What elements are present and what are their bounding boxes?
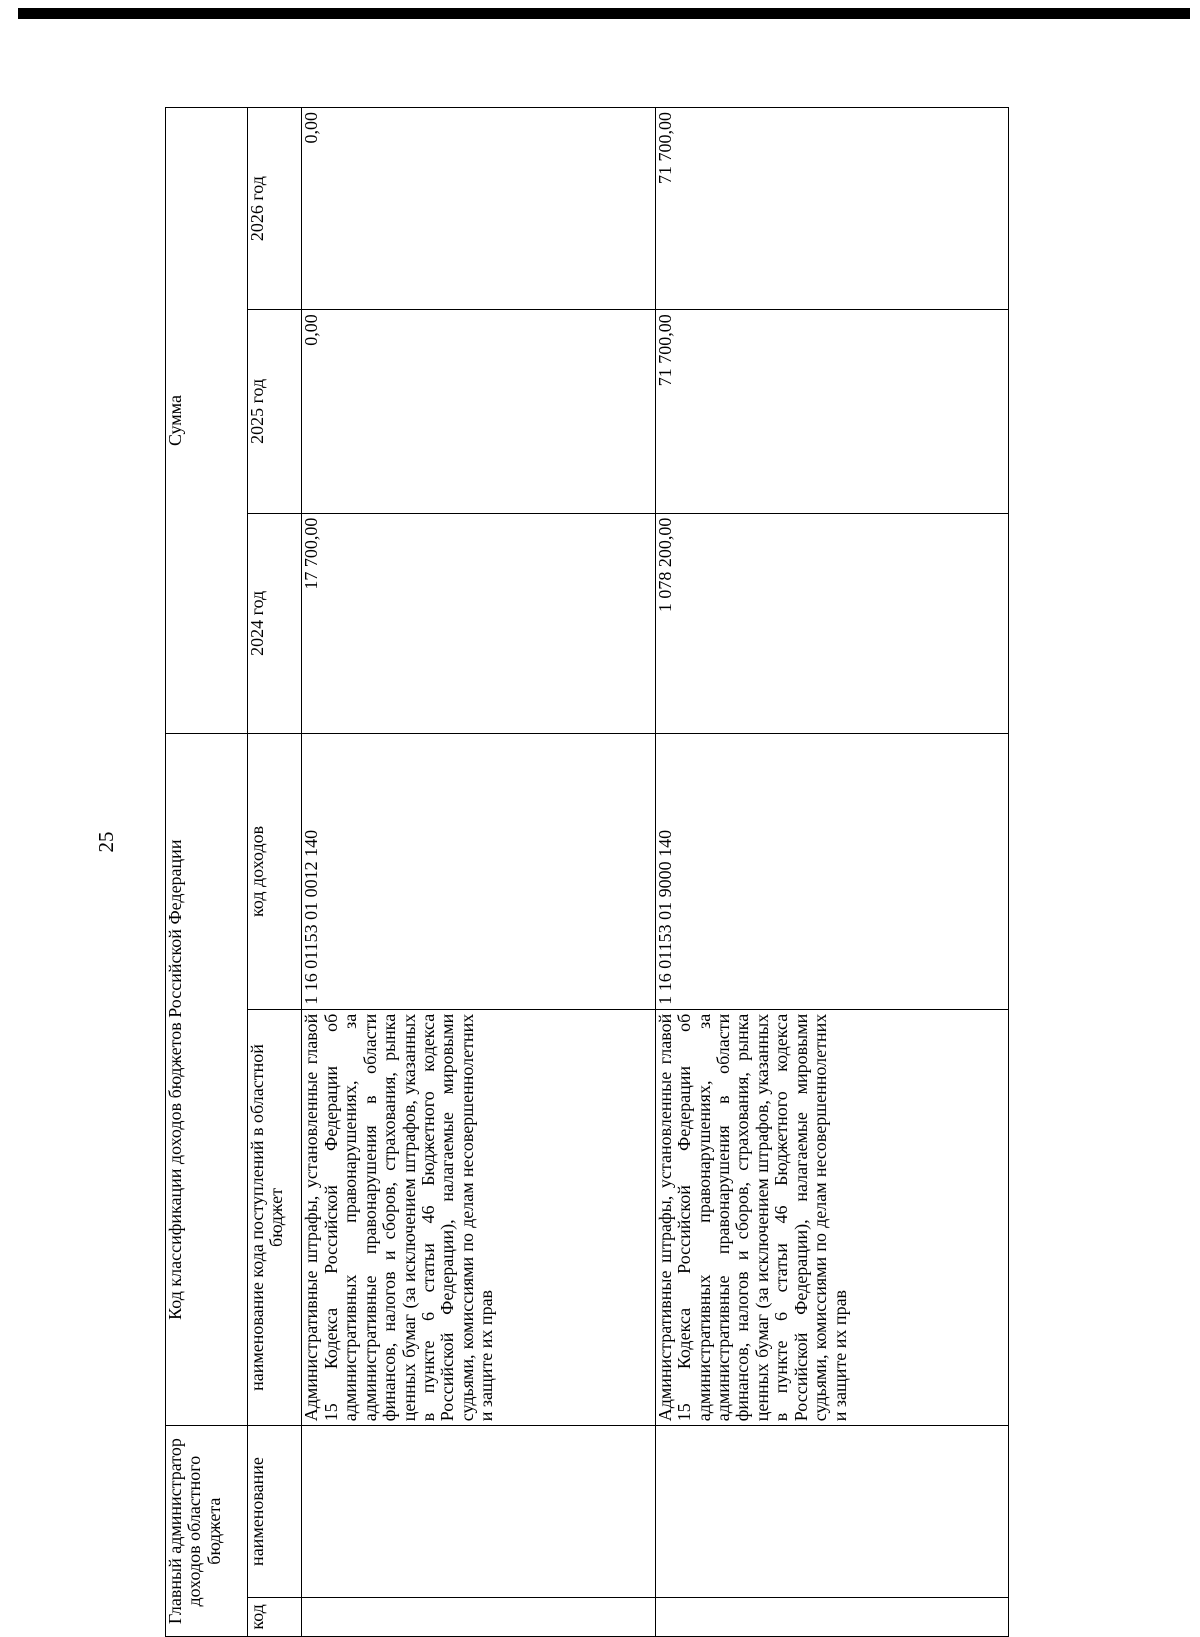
cell-income-name: Административные штрафы, установленные главой 15 Кодекса Российской Федерации об административных правонарушениях, за административные правонарушения в области финансов, налогов и сборов, страхования, рынка ценных бумаг (за исключением штрафов, указанных в пункте 6 статьи 46 Бюджетного кодекса Российской Федерации), налагаемые мировыми судьями, комиссиями по делам несовершеннолетних и защите их прав bbox=[655, 1009, 1008, 1426]
header-income-name: наименование кода поступлений в областной бюджет bbox=[247, 1009, 302, 1426]
cell-income-code: 1 16 01153 01 0012 140 bbox=[302, 734, 655, 1010]
header-naimenovanie: наименование bbox=[247, 1426, 302, 1598]
cell-amount-2024: 17 700,00 bbox=[302, 513, 655, 734]
header-classification-group: Код классификации доходов бюджетов Российской Федерации bbox=[166, 734, 248, 1426]
cell-amount-2024: 1 078 200,00 bbox=[655, 513, 1008, 734]
header-2026: 2026 год bbox=[247, 108, 302, 310]
cell-amount-2025: 71 700,00 bbox=[655, 310, 1008, 513]
header-2025: 2025 год bbox=[247, 310, 302, 513]
cell-kod bbox=[302, 1597, 655, 1636]
page-number: 25 bbox=[93, 831, 118, 853]
cell-amount-2025: 0,00 bbox=[302, 310, 655, 513]
rotated-table-wrapper bbox=[165, 107, 1009, 1637]
cell-income-name: Административные штрафы, установленные главой 15 Кодекса Российской Федерации об административных правонарушениях, за административные правонарушения в области финансов, налогов и сборов, страхования, рынка ценных бумаг (за исключением штрафов, указанных в пункте 6 статьи 46 Бюджетного кодекса Российской Федерации), налагаемые мировыми судьями, комиссиями по делам несовершеннолетних и защите их прав bbox=[302, 1009, 655, 1426]
revenue-table bbox=[165, 107, 1009, 1637]
cell-amount-2026: 71 700,00 bbox=[655, 108, 1008, 310]
header-income-code: код доходов bbox=[247, 734, 302, 1010]
cell-amount-2026: 0,00 bbox=[302, 108, 655, 310]
table-row bbox=[655, 108, 1008, 1637]
cell-kod bbox=[655, 1597, 1008, 1636]
header-kod: код bbox=[247, 1597, 302, 1636]
header-admin-group: Главный администратор доходов областного бюджета bbox=[166, 1426, 248, 1637]
cell-naimenovanie bbox=[655, 1426, 1008, 1598]
cell-income-code: 1 16 01153 01 9000 140 bbox=[655, 734, 1008, 1010]
header-sum-group: Сумма bbox=[166, 108, 248, 734]
table-row bbox=[302, 108, 655, 1637]
cell-naimenovanie bbox=[302, 1426, 655, 1598]
header-2024: 2024 год bbox=[247, 513, 302, 734]
scan-edge-bar bbox=[18, 8, 1190, 19]
